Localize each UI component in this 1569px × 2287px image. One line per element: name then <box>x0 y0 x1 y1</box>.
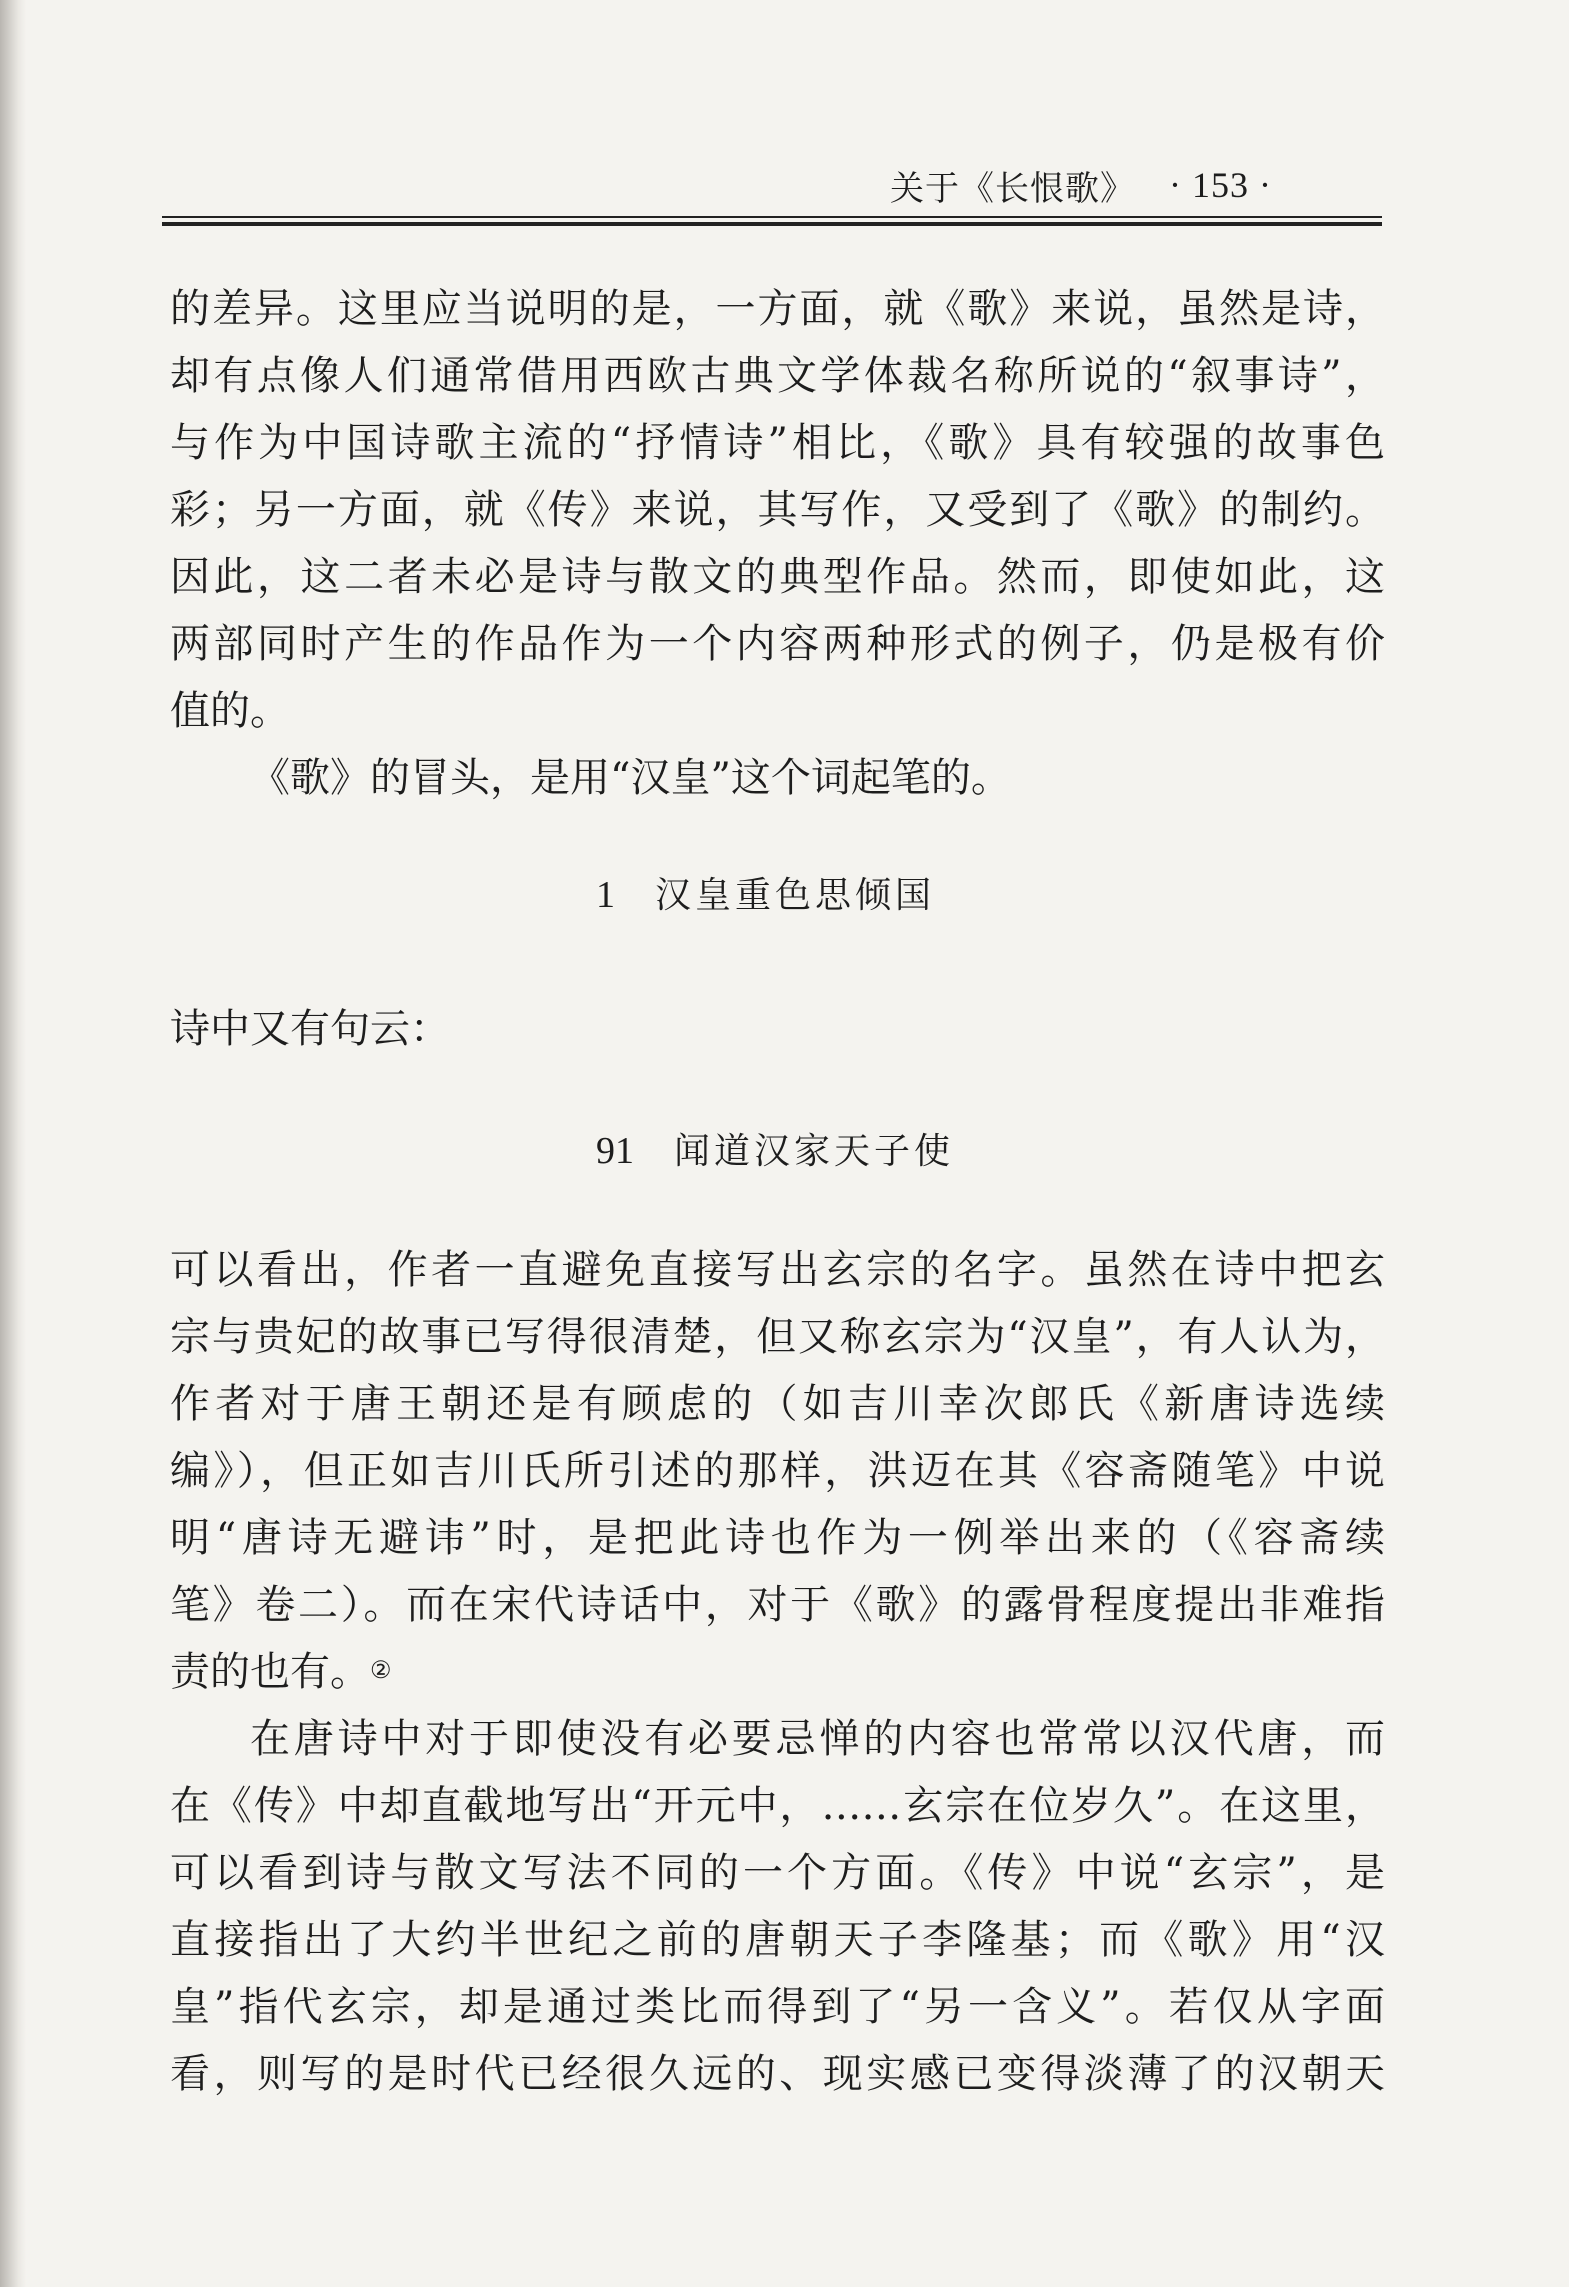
text-line: 与作为中国诗歌主流的“抒情诗”相比，《歌》具有较强的故事色 <box>170 420 1385 466</box>
footnote-marker: ② <box>370 1656 392 1684</box>
header-rule-thin <box>162 216 1382 218</box>
poem-line-text: 汉皇重色思倾国 <box>655 875 936 916</box>
text-line: 作者对于唐王朝还是有顾虑的（如吉川幸次郎氏《新唐诗选续 <box>170 1381 1385 1427</box>
running-header <box>890 160 1272 210</box>
text-line: 彩；另一方面，就《传》来说，其写作，又受到了《歌》的制约。 <box>170 487 1385 533</box>
text-line: 可以看出，作者一直避免直接写出玄宗的名字。虽然在诗中把玄 <box>170 1247 1385 1293</box>
text-line: 在唐诗中对于即使没有必要忌惮的内容也常常以汉代唐，而 <box>250 1716 1385 1762</box>
text-line: 皇”指代玄宗，却是通过类比而得到了“另一含义”。若仅从字面 <box>170 1984 1385 2030</box>
text-line: 宗与贵妃的故事已写得很清楚，但又称玄宗为“汉皇”，有人认为， <box>170 1314 1385 1360</box>
poem-line-text: 闻道汉家天子使 <box>674 1131 955 1172</box>
text-line: 可以看到诗与散文写法不同的一个方面。《传》中说“玄宗”，是 <box>170 1850 1385 1896</box>
text-line: 诗中又有句云： <box>170 1006 450 1052</box>
header-rule-thick <box>162 222 1382 226</box>
header-title: 关于《长恨歌》 <box>890 168 1135 209</box>
text-line: 编》），但正如吉川氏所引述的那样，洪迈在其《容斋随笔》中说 <box>170 1448 1385 1494</box>
text-line: 因此，这二者未必是诗与散文的典型作品。然而，即使如此，这 <box>170 554 1385 600</box>
text-line <box>170 1645 1385 1701</box>
text-line: 明“唐诗无避讳”时，是把此诗也作为一例举出来的（《容斋续 <box>170 1515 1385 1561</box>
page-binding-shadow <box>0 0 26 2287</box>
page-number: · 153 · <box>1169 165 1272 205</box>
text-line: 笔》卷二）。而在宋代诗话中，对于《歌》的露骨程度提出非难指 <box>170 1582 1385 1628</box>
text-line: 《歌》的冒头，是用“汉皇”这个词起笔的。 <box>250 755 1011 801</box>
poem-quote <box>596 1126 954 1177</box>
text-line: 在《传》中却直截地写出“开元中，……玄宗在位岁久”。在这里， <box>170 1783 1385 1829</box>
text-fragment: 责的也有。 <box>170 1649 370 1695</box>
text-line: 值的。 <box>170 688 290 734</box>
text-line: 看，则写的是时代已经很久远的、现实感已变得淡薄了的汉朝天 <box>170 2051 1385 2097</box>
text-line: 两部同时产生的作品作为一个内容两种形式的例子，仍是极有价 <box>170 621 1385 667</box>
poem-quote <box>596 870 935 921</box>
text-line: 直接指出了大约半世纪之前的唐朝天子李隆基；而《歌》用“汉 <box>170 1917 1385 1963</box>
text-line: 却有点像人们通常借用西欧古典文学体裁名称所说的“叙事诗”， <box>170 353 1385 399</box>
text-line: 的差异。这里应当说明的是，一方面，就《歌》来说，虽然是诗， <box>170 286 1385 332</box>
poem-line-number: 1 <box>596 874 615 916</box>
poem-line-number: 91 <box>596 1130 634 1172</box>
